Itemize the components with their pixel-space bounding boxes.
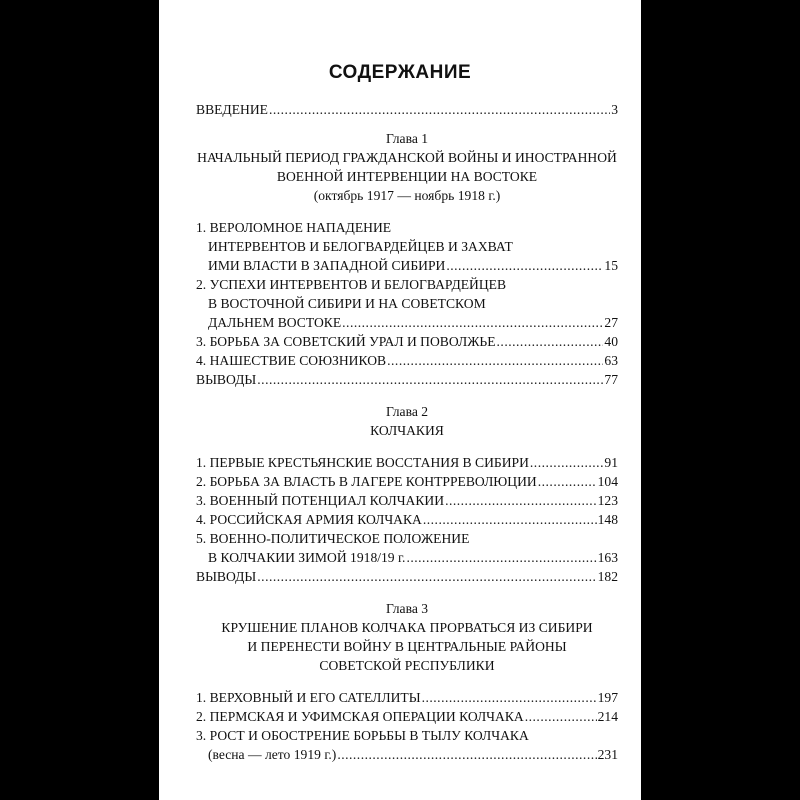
dot-leader: [525, 707, 597, 726]
entry-label: ВЫВОДЫ: [196, 569, 257, 584]
entry-label: 3. ВОЕННЫЙ ПОТЕНЦИАЛ КОЛЧАКИИ: [196, 493, 445, 508]
chapter-1-dates: (октябрь 1917 — ноябрь 1918 г.): [313, 188, 501, 203]
toc-entry-1-2: [196, 313, 618, 332]
entry-page: 197: [597, 690, 618, 705]
dot-leader: [422, 688, 597, 707]
left-black-border: [0, 0, 159, 800]
toc-entry-3-3-line-1: 3. РОСТ И ОБОСТРЕНИЕ БОРЬБЫ В ТЫЛУ КОЛЧАКА: [196, 728, 529, 743]
entry-page: 148: [597, 512, 618, 527]
entry-page: 231: [597, 747, 618, 762]
toc-entry-2-conclusions: [196, 567, 618, 586]
entry-label: 2. БОРЬБА ЗА ВЛАСТЬ В ЛАГЕРЕ КОНТРРЕВОЛЮЦИИ: [196, 474, 537, 489]
toc-entry-3-1: [196, 688, 618, 707]
entry-label: (весна — лето 1919 г.): [208, 747, 337, 762]
toc-entry-1-conclusions: [196, 370, 618, 389]
toc-entry-1-3: [196, 332, 618, 351]
chapter-3-heading: Глава 3: [385, 601, 429, 616]
dot-leader: [530, 453, 604, 472]
entry-page: 163: [597, 550, 618, 565]
chapter-1-heading: Глава 1: [385, 131, 429, 146]
toc-entry-2-3: [196, 491, 618, 510]
entry-page: 3: [611, 102, 618, 117]
chapter-2-heading: Глава 2: [385, 404, 429, 419]
entry-label: 1. ПЕРВЫЕ КРЕСТЬЯНСКИЕ ВОССТАНИЯ В СИБИРИ: [196, 455, 529, 470]
dot-leader: [446, 256, 603, 275]
toc-entry-1-1-line-1: 1. ВЕРОЛОМНОЕ НАПАДЕНИЕ: [196, 220, 392, 235]
toc-entry-2-4: [196, 510, 618, 529]
toc-entry-1-1-line-2: ИНТЕРВЕНТОВ И БЕЛОГВАРДЕЙЦЕВ И ЗАХВАТ: [208, 239, 513, 254]
entry-page: 91: [604, 455, 618, 470]
entry-label: ВЫВОДЫ: [196, 372, 257, 387]
dot-leader: [538, 472, 597, 491]
chapter-3-title-line-2: И ПЕРЕНЕСТИ ВОЙНУ В ЦЕНТРАЛЬНЫЕ РАЙОНЫ: [247, 639, 567, 654]
entry-page: 63: [604, 353, 618, 368]
entry-page: 40: [604, 334, 618, 349]
toc-entry-2-5: [196, 548, 618, 567]
entry-label: 2. ПЕРМСКАЯ И УФИМСКАЯ ОПЕРАЦИИ КОЛЧАКА: [196, 709, 524, 724]
page-title: СОДЕРЖАНИЕ: [328, 62, 472, 83]
chapter-2-title: КОЛЧАКИЯ: [370, 423, 444, 438]
dot-leader: [445, 491, 597, 510]
dot-leader: [342, 313, 603, 332]
toc-entry-1-4: [196, 351, 618, 370]
dot-leader: [269, 100, 610, 119]
toc-entry-introduction: [196, 100, 618, 119]
entry-page: 182: [597, 569, 618, 584]
entry-label: ДАЛЬНЕМ ВОСТОКЕ: [208, 315, 342, 330]
chapter-1-title-line-1: НАЧАЛЬНЫЙ ПЕРИОД ГРАЖДАНСКОЙ ВОЙНЫ И ИНОСТРАННОЙ: [197, 150, 617, 165]
toc-entry-3-2: [196, 707, 618, 726]
toc-entry-1-1: [196, 256, 618, 275]
right-black-border: [641, 0, 800, 800]
toc-entry-1-2-line-2: В ВОСТОЧНОЙ СИБИРИ И НА СОВЕТСКОМ: [208, 296, 486, 311]
entry-page: 214: [597, 709, 618, 724]
toc-entry-2-5-line-1: 5. ВОЕННО-ПОЛИТИЧЕСКОЕ ПОЛОЖЕНИЕ: [196, 531, 470, 546]
entry-label: 3. БОРЬБА ЗА СОВЕТСКИЙ УРАЛ И ПОВОЛЖЬЕ: [196, 334, 496, 349]
book-page: [159, 0, 641, 800]
entry-label: 1. ВЕРХОВНЫЙ И ЕГО САТЕЛЛИТЫ: [196, 690, 421, 705]
entry-label: ВВЕДЕНИЕ: [196, 102, 268, 117]
entry-page: 77: [604, 372, 618, 387]
chapter-1-title-line-2: ВОЕННОЙ ИНТЕРВЕНЦИИ НА ВОСТОКЕ: [276, 169, 538, 184]
entry-page: 27: [604, 315, 618, 330]
entry-page: 15: [604, 258, 618, 273]
chapter-3-title-line-1: КРУШЕНИЕ ПЛАНОВ КОЛЧАКА ПРОРВАТЬСЯ ИЗ СИБИРИ: [221, 620, 593, 635]
dot-leader: [257, 370, 603, 389]
table-of-contents: [196, 100, 618, 764]
dot-leader: [406, 548, 596, 567]
entry-label: 4. НАШЕСТВИЕ СОЮЗНИКОВ: [196, 353, 387, 368]
entry-label: 4. РОССИЙСКАЯ АРМИЯ КОЛЧАКА: [196, 512, 422, 527]
chapter-3-title-line-3: СОВЕТСКОЙ РЕСПУБЛИКИ: [319, 658, 495, 673]
toc-entry-2-2: [196, 472, 618, 491]
entry-label: В КОЛЧАКИИ ЗИМОЙ 1918/19 г.: [208, 550, 406, 565]
toc-entry-2-1: [196, 453, 618, 472]
entry-page: 123: [597, 493, 618, 508]
toc-entry-1-2-line-1: 2. УСПЕХИ ИНТЕРВЕНТОВ И БЕЛОГВАРДЕЙЦЕВ: [196, 277, 507, 292]
dot-leader: [497, 332, 604, 351]
entry-page: 104: [597, 474, 618, 489]
dot-leader: [257, 567, 596, 586]
dot-leader: [337, 745, 596, 764]
dot-leader: [423, 510, 597, 529]
entry-label: ИМИ ВЛАСТИ В ЗАПАДНОЙ СИБИРИ: [208, 258, 446, 273]
toc-entry-3-3: [196, 745, 618, 764]
dot-leader: [387, 351, 603, 370]
